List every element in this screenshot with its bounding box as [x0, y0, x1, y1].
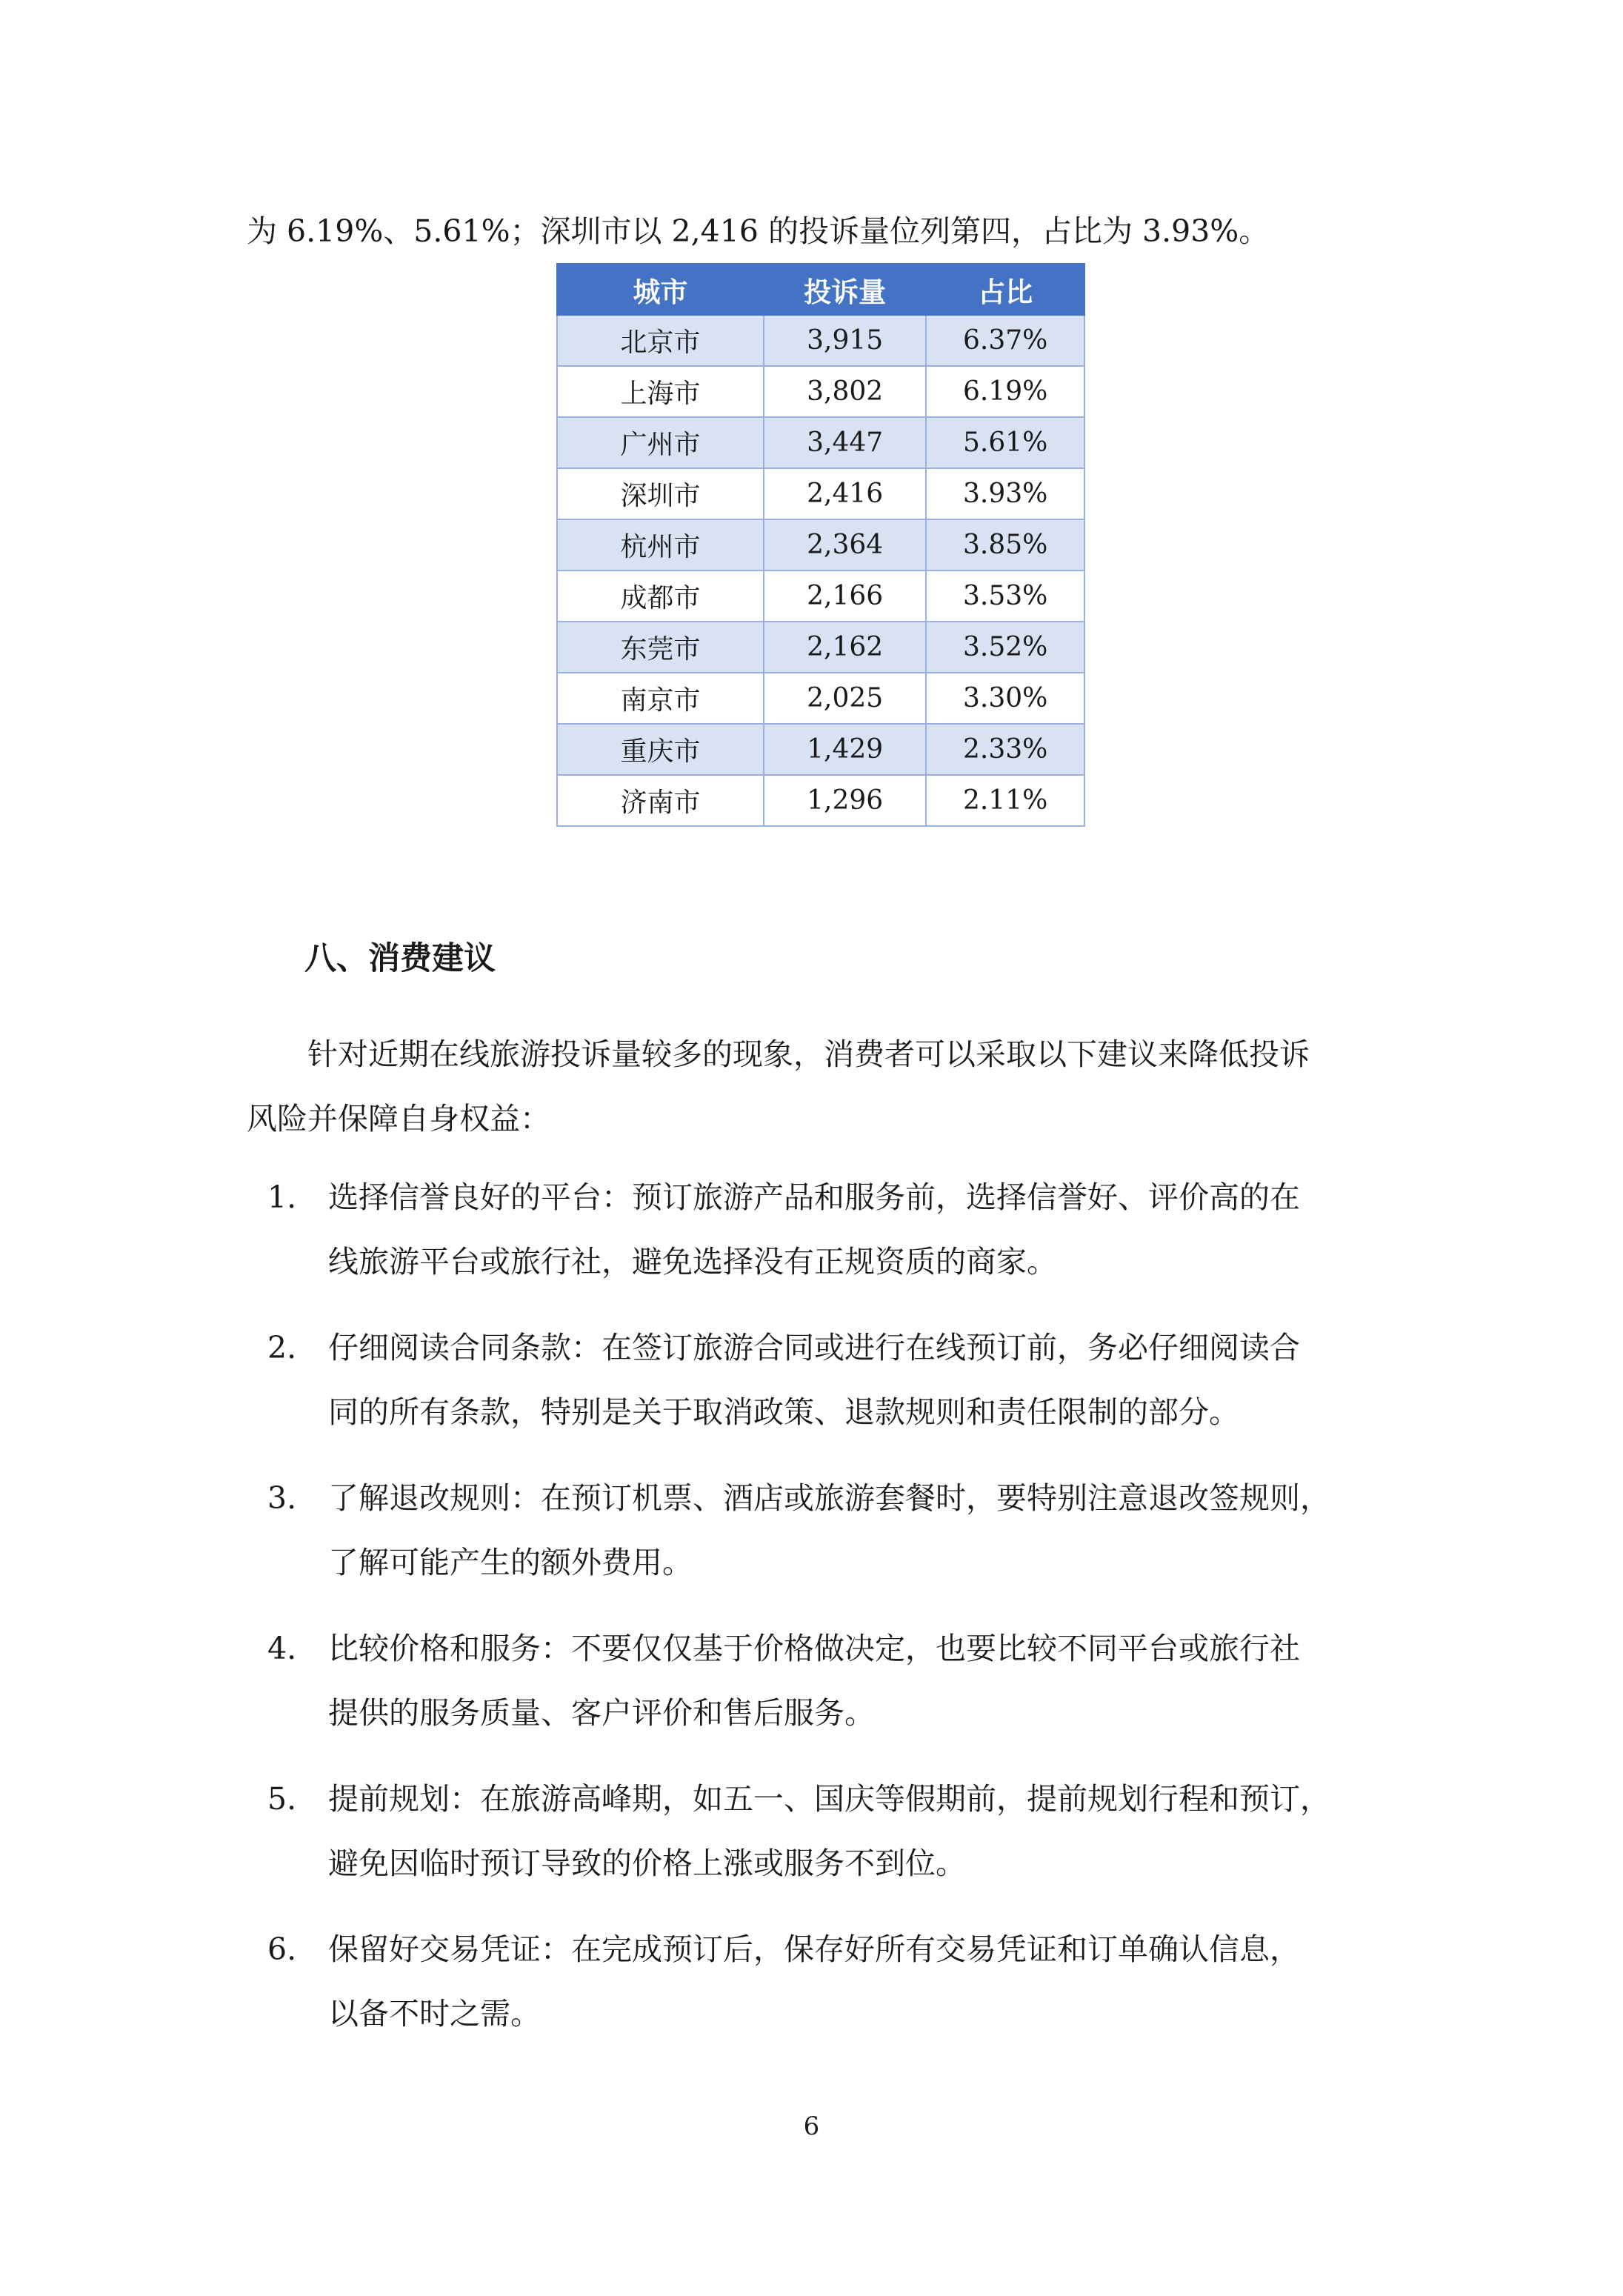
cell-share: 3.85% [926, 519, 1084, 570]
cell-count: 2,416 [764, 468, 926, 519]
cell-share: 3.93% [926, 468, 1084, 519]
cell-share: 2.33% [926, 724, 1084, 775]
list-item [247, 1917, 1392, 2046]
table-header-row [557, 264, 1084, 315]
table-row [557, 366, 1084, 417]
list-item-number: 3. [267, 1480, 297, 1516]
cell-count: 1,429 [764, 724, 926, 775]
section-intro-paragraph [247, 1022, 1392, 1151]
list-item-line: 提前规划：在旅游高峰期，如五一、国庆等假期前，提前规划行程和预订， [328, 1781, 1330, 1817]
list-item-line: 保留好交易凭证：在完成预订后，保存好所有交易凭证和订单确认信息， [328, 1931, 1300, 1967]
section-heading: 八、消费建议 [304, 940, 496, 977]
list-item-line: 同的所有条款，特别是关于取消政策、退款规则和责任限制的部分。 [328, 1394, 1239, 1430]
list-item-number: 5. [267, 1781, 297, 1817]
cell-count: 3,915 [764, 315, 926, 366]
cell-share: 3.30% [926, 673, 1084, 724]
list-item [247, 1165, 1392, 1294]
intro-text: 为 6.19%、5.61%；深圳市以 2,416 的投诉量位列第四，占比为 3.93%。 [247, 213, 1270, 249]
list-item-number: 1. [267, 1179, 297, 1215]
list-item-line: 以备不时之需。 [328, 1996, 541, 2032]
header-count: 投诉量 [764, 264, 926, 315]
list-item-line: 提供的服务质量、客户评价和售后服务。 [328, 1695, 875, 1731]
cell-count: 3,802 [764, 366, 926, 417]
cell-share: 3.53% [926, 570, 1084, 622]
list-item-number: 2. [267, 1330, 297, 1365]
list-item-line: 选择信誉良好的平台：预订旅游产品和服务前，选择信誉好、评价高的在 [328, 1179, 1300, 1215]
cell-share: 2.11% [926, 775, 1084, 826]
table-row [557, 468, 1084, 519]
cell-city: 重庆市 [557, 724, 764, 775]
cell-city: 广州市 [557, 417, 764, 468]
cell-city: 东莞市 [557, 622, 764, 673]
table-row [557, 417, 1084, 468]
cell-count: 2,025 [764, 673, 926, 724]
table-row [557, 673, 1084, 724]
table-row [557, 315, 1084, 366]
table-row [557, 622, 1084, 673]
list-item-line: 仔细阅读合同条款：在签订旅游合同或进行在线预订前，务必仔细阅读合 [328, 1330, 1300, 1365]
header-city: 城市 [557, 264, 764, 315]
cell-share: 6.19% [926, 366, 1084, 417]
cell-count: 2,162 [764, 622, 926, 673]
cell-count: 3,447 [764, 417, 926, 468]
list-item-number: 4. [267, 1631, 297, 1666]
paragraph-line: 风险并保障自身权益： [247, 1101, 550, 1137]
table-row [557, 570, 1084, 622]
cell-city: 上海市 [557, 366, 764, 417]
list-item [247, 1316, 1392, 1445]
list-item-line: 了解可能产生的额外费用。 [328, 1545, 693, 1580]
paragraph-line: 针对近期在线旅游投诉量较多的现象，消费者可以采取以下建议来降低投诉 [307, 1036, 1310, 1072]
cell-count: 2,166 [764, 570, 926, 622]
city-complaint-table [556, 263, 1085, 827]
list-item-line: 了解退改规则：在预订机票、酒店或旅游套餐时，要特别注意退改签规则， [328, 1480, 1330, 1516]
list-item-number: 6. [267, 1931, 297, 1967]
list-item [247, 1767, 1392, 1896]
cell-count: 2,364 [764, 519, 926, 570]
suggestion-list [247, 1165, 1392, 2068]
cell-city: 杭州市 [557, 519, 764, 570]
list-item [247, 1617, 1392, 1746]
list-item [247, 1466, 1392, 1595]
list-item-line: 比较价格和服务：不要仅仅基于价格做决定，也要比较不同平台或旅行社 [328, 1631, 1300, 1666]
table-row [557, 519, 1084, 570]
cell-city: 济南市 [557, 775, 764, 826]
cell-share: 6.37% [926, 315, 1084, 366]
header-share: 占比 [926, 264, 1084, 315]
list-item-line: 线旅游平台或旅行社，避免选择没有正规资质的商家。 [328, 1244, 1057, 1280]
list-item-line: 避免因临时预订导致的价格上涨或服务不到位。 [328, 1846, 966, 1881]
cell-city: 成都市 [557, 570, 764, 622]
cell-city: 北京市 [557, 315, 764, 366]
cell-count: 1,296 [764, 775, 926, 826]
cell-share: 3.52% [926, 622, 1084, 673]
cell-city: 深圳市 [557, 468, 764, 519]
table-row [557, 775, 1084, 826]
cell-share: 5.61% [926, 417, 1084, 468]
table-row [557, 724, 1084, 775]
page-number: 6 [803, 2112, 820, 2141]
cell-city: 南京市 [557, 673, 764, 724]
